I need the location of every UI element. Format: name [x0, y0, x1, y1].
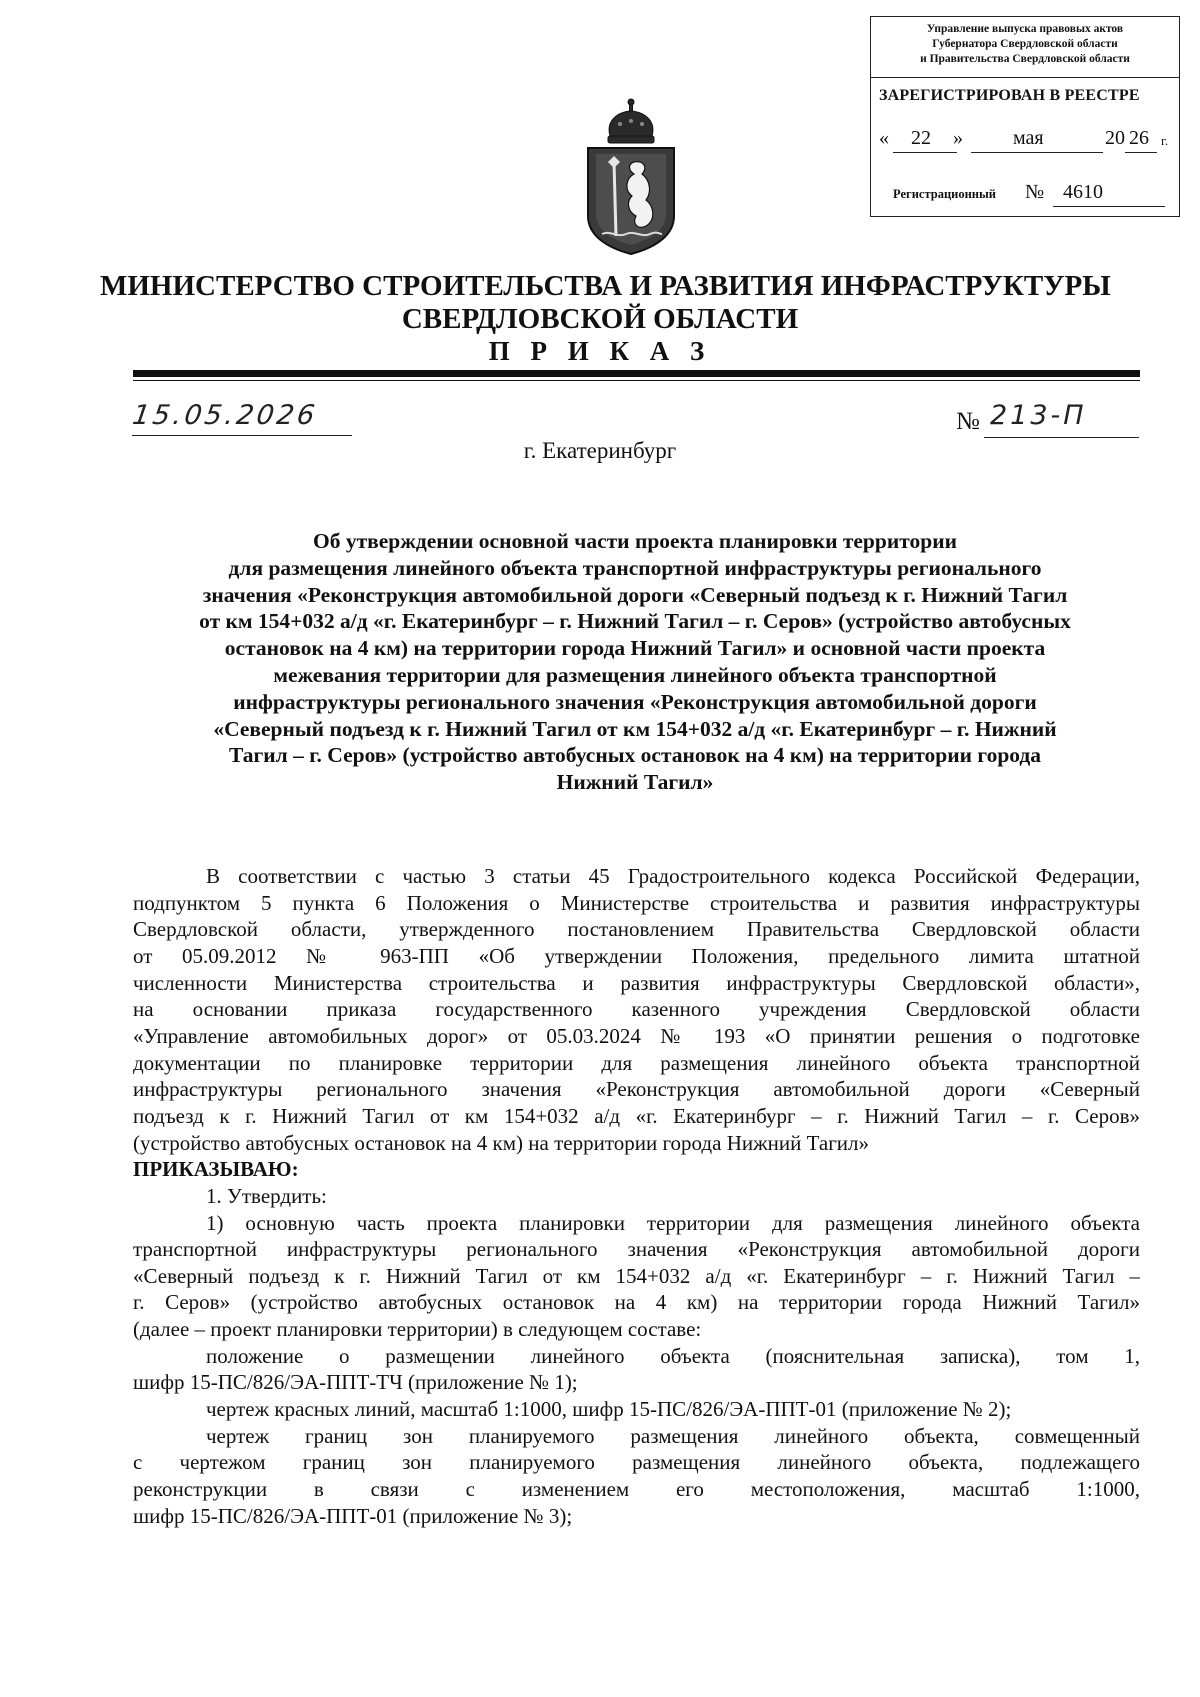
stamp-year-underline [1125, 152, 1157, 153]
title-line: межевания территории для размещения линейного объекта транспортной [273, 662, 997, 687]
order-date-underline [132, 435, 352, 436]
document-title [135, 528, 1135, 796]
stamp-date [879, 127, 1175, 155]
stamp-header-line: Управление выпуска правовых актов [926, 23, 1124, 35]
body-line: инфраструктуры регионального значения «Реконструкция автомобильной дороги «Северный [133, 1077, 1140, 1102]
stamp-header-line: и Правительства Свердловской области [920, 53, 1130, 65]
title-line: остановок на 4 км) на территории города Нижний Тагил» и основной части проекта [224, 636, 1046, 661]
title-line: от км 154+032 а/д «г. Екатеринбург – г. Нижний Тагил – г. Серов» (устройство автобусных [199, 609, 1071, 634]
title-line: для размещения линейного объекта транспортной инфраструктуры регионального [228, 555, 1042, 580]
stamp-month-underline [971, 152, 1103, 153]
title-line: Нижний Тагил» [556, 770, 714, 795]
stamp-reg-number-label: Регистрационный [893, 187, 996, 201]
title-line: «Северный подъезд к г. Нижний Тагил от км 154+032 а/д «г. Екатеринбург – г. Нижний [213, 716, 1057, 741]
stamp-day-underline [893, 152, 957, 153]
stamp-day: 22 [911, 127, 931, 149]
document-type: П Р И К А З [488, 336, 712, 366]
ministry-name-line-2: СВЕРДЛОВСКОЙ ОБЛАСТИ [401, 303, 799, 335]
stamp-month: мая [1013, 127, 1044, 149]
stamp-reg-number-underline [1053, 206, 1165, 207]
stamp-year-abbr: г. [1161, 133, 1169, 148]
body-line: чертеж границ зон планируемого размещения линейного объекта, совмещенный [206, 1423, 1140, 1448]
body-line: г. Серов» (устройство автобусных остановок на 4 км) на территории города Нижний Тагил» [133, 1290, 1140, 1315]
stamp-reg-number: 4610 [1063, 181, 1103, 203]
ministry-name-line-1: МИНИСТЕРСТВО СТРОИТЕЛЬСТВА И РАЗВИТИЯ ИНФРАСТРУКТУРЫ [100, 270, 1111, 302]
header-rule-thick [133, 370, 1140, 377]
body-line: шифр 15-ПС/826/ЭА-ППТ-ТЧ (приложение № 1); [133, 1370, 578, 1395]
body-line: «Северный подъезд к г. Нижний Тагил от км 154+032 а/д «г. Екатеринбург – г. Нижний Тагил – [133, 1263, 1140, 1288]
stamp-year-prefix: 20 [1105, 127, 1125, 149]
title-line: Тагил – г. Серов» (устройство автобусных остановок на 4 км) на территории города [228, 743, 1042, 768]
order-number-sign: № [956, 408, 980, 435]
header-rule-thin [133, 380, 1140, 381]
stamp-reg-number-sign: № [1025, 181, 1045, 203]
body-line: чертеж красных линий, масштаб 1:1000, шифр 15-ПС/826/ЭА-ППТ-01 (приложение № 2); [206, 1397, 1012, 1421]
body-line: «Управление автомобильных дорог» от 05.03.2024 № 193 «О принятии решения о подготовке [133, 1023, 1140, 1048]
body-line: от 05.09.2012 № 963-ПП «Об утверждении Положения, предельного лимита штатной [133, 944, 1140, 968]
city: г. Екатеринбург [523, 438, 677, 463]
body-line: шифр 15-ПС/826/ЭА-ППТ-01 (приложение № 3); [133, 1503, 573, 1528]
stamp-header-line: Губернатора Свердловской области [932, 38, 1118, 50]
stamp-year-suffix: 26 [1129, 127, 1149, 149]
body-line: положение о размещении линейного объекта (пояснительная записка), том 1, [206, 1343, 1140, 1368]
body-line: подъезд к г. Нижний Тагил от км 154+032 а/д «г. Екатеринбург – г. Нижний Тагил – г. Серов» [133, 1103, 1140, 1128]
stamp-divider [871, 77, 1179, 78]
stamp-close-quote: » [953, 127, 963, 149]
body-line: (далее – проект планировки территории) в следующем составе: [133, 1317, 702, 1341]
body-line: транспортной инфраструктуры регионального значения «Реконструкция автомобильной дороги [133, 1237, 1140, 1262]
stamp-header [871, 17, 1179, 77]
registration-stamp [870, 16, 1180, 217]
body-line: документации по планировке территории для размещения линейного объекта транспортной [133, 1050, 1140, 1075]
body-line: 1) основную часть проекта планировки территории для размещения линейного объекта [206, 1210, 1140, 1235]
body-line: реконструкции в связи с изменением его местоположения, масштаб 1:1000, [133, 1476, 1140, 1501]
body-line: 1. Утвердить: [206, 1183, 327, 1208]
body-line: Свердловской области, утвержденного постановлением Правительства Свердловской области [133, 917, 1140, 942]
body-line: на основании приказа государственного казенного учреждения Свердловской области [133, 997, 1140, 1022]
title-line: Об утверждении основной части проекта планировки территории [312, 529, 957, 553]
stamp-registered-label: ЗАРЕГИСТРИРОВАН В РЕЕСТРЕ [879, 87, 1140, 104]
order-directive: ПРИКАЗЫВАЮ: [133, 1157, 299, 1182]
body-line: с чертежом границ зон планируемого размещения линейного объекта, подлежащего [133, 1450, 1140, 1475]
body-line: численности Министерства строительства и развития инфраструктуры Свердловской области», [133, 970, 1140, 995]
order-date-handwritten: 15.05.2026 [130, 400, 320, 431]
body-line: (устройство автобусных остановок на 4 км) на территории города Нижний Тагил» [133, 1130, 870, 1155]
body-line: подпунктом 5 пункта 6 Положения о Министерстве строительства и развития инфраструктуры [133, 890, 1140, 915]
title-line: инфраструктуры регионального значения «Реконструкция автомобильной дороги [233, 689, 1037, 714]
title-line: значения «Реконструкция автомобильной дороги «Северный подъезд к г. Нижний Тагил [202, 582, 1068, 607]
stamp-reg-number-row [893, 181, 1173, 207]
stamp-open-quote: « [879, 127, 889, 149]
body-line: В соответствии с частью 3 статьи 45 Градостроительного кодекса Российской Федерации, [206, 864, 1140, 888]
coat-of-arms-emblem [576, 96, 686, 256]
order-number-handwritten: 213-П [990, 400, 1087, 431]
